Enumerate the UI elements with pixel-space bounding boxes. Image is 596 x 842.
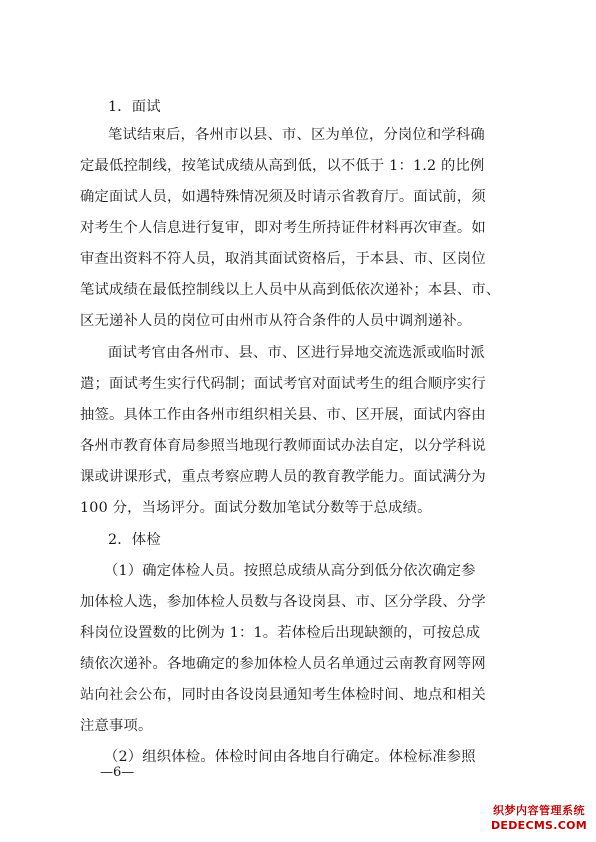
paragraph-line: 对考生个人信息进行复审，即对考生所持证件材料再次审查。如 — [80, 220, 486, 236]
paragraph-line: 区无递补人员的岗位可由州市从符合条件的人员中调剂递补。 — [80, 313, 472, 329]
paragraph-line: 课或讲课形式，重点考察应聘人员的教育教学能力。面试满分为 — [80, 469, 486, 485]
section-heading-interview: 1．面试 — [108, 99, 161, 115]
paragraph-line: 注意事项。 — [80, 718, 153, 734]
paragraph-line: 加体检人选，参加体检人员数与各设岗县、市、区分学段、分学 — [80, 594, 486, 610]
paragraph-line: 抽签。具体工作由各州市组织相关县、市、区开展，面试内容由 — [80, 407, 486, 423]
paragraph-line: 科岗位设置数的比例为 1：1。若体检后出现缺额的，可按总成 — [80, 625, 481, 641]
watermark-text: 织梦内容管理系统 — [493, 804, 585, 817]
paragraph-line: 面试考官由各州市、县、市、区进行异地交流选派或临时派 — [108, 345, 485, 361]
section-heading-physical-exam: 2．体检 — [108, 532, 161, 548]
paragraph-line: 笔试结束后，各州市以县、市、区为单位，分岗位和学科确 — [108, 127, 485, 143]
paragraph-line: 站向社会公布，同时由各设岗县通知考生体检时间、地点和相关 — [80, 687, 486, 703]
page-number: —6— — [100, 765, 135, 780]
paragraph-line: 绩依次递补。各地确定的参加体检人员名单通过云南教育网等网 — [80, 656, 486, 672]
paragraph-line: 100 分，当场评分。面试分数加笔试分数等于总成绩。 — [80, 500, 432, 516]
paragraph-line: （1）确定体检人员。按照总成绩从高分到低分依次确定参 — [104, 563, 476, 579]
paragraph-line: 遣；面试考生实行代码制；面试考官对面试考生的组合顺序实行 — [80, 376, 486, 392]
watermark-url: DEDECMS.COM — [490, 819, 588, 832]
paragraph-line: 定最低控制线，按笔试成绩从高到低，以不低于 1：1.2 的比例 — [80, 158, 485, 174]
watermark-logo — [486, 803, 592, 837]
paragraph-line: 审查出资料不符人员，取消其面试资格后，于本县、市、区岗位 — [80, 251, 486, 267]
paragraph-line: 笔试成绩在最低控制线以上人员中从高到低依次递补；本县、市、 — [80, 282, 501, 298]
paragraph-line: （2）组织体检。体检时间由各地自行确定。体检标准参照 — [104, 749, 476, 765]
paragraph-line: 确定面试人员，如遇特殊情况须及时请示省教育厅。面试前，须 — [80, 189, 486, 205]
paragraph-line: 各州市教育体育局参照当地现行教师面试办法自定，以分学科说 — [80, 438, 486, 454]
